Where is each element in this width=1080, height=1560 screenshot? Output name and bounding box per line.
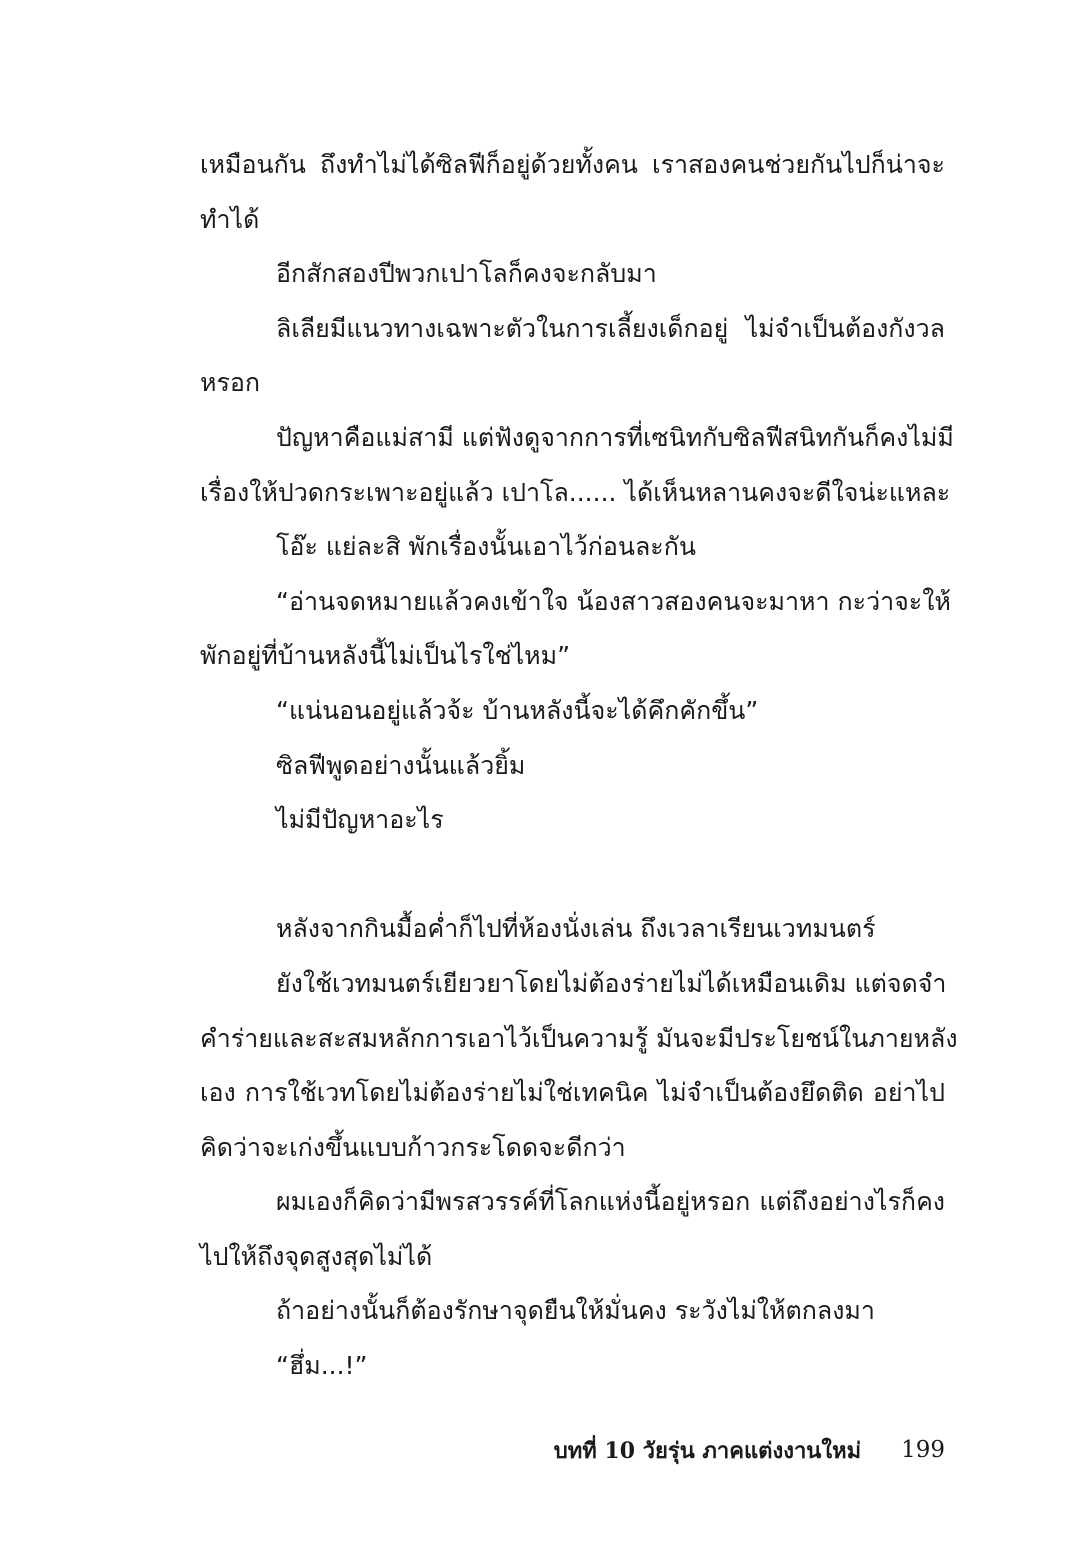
text-line: อีกสักสองปีพวกเปาโลก็คงจะกลับมา [276,259,657,289]
text-line: ถ้าอย่างนั้นก็ต้องรักษาจุดยืนให้มั่นคง ระวังไม่ให้ตกลงมา [276,1296,875,1326]
page-number: 199 [901,1437,945,1463]
text-line: ซิลฟีพูดอย่างนั้นแล้วยิ้ม [276,750,526,780]
text-line: หรอก [200,368,261,398]
text-line: เอง การใช้เวทโดยไม่ต้องร่ายไม่ใช่เทคนิค ไม่จำเป็นต้องยึดติด อย่าไป [200,1078,945,1108]
text-line: ทำได้ [200,204,260,234]
text-line: ยังใช้เวทมนตร์เยียวยาโดยไม่ต้องร่ายไม่ได้เหมือนเดิม แต่จดจำ [276,968,947,998]
text-line: ปัญหาคือแม่สามี แต่ฟังดูจากการที่เซนิทกับซิลฟีสนิทกันก็คงไม่มี [276,422,954,452]
text-line: “แน่นอนอยู่แล้วจ้ะ บ้านหลังนี้จะได้คึกคักขึ้น” [276,695,759,725]
text-line: คิดว่าจะเก่งขึ้นแบบก้าวกระโดดจะดีกว่า [200,1132,626,1162]
text-line: ลิเลียมีแนวทางเฉพาะตัวในการเลี้ยงเด็กอยู่ ไม่จำเป็นต้องกังวล [276,313,945,343]
text-line: โอ๊ะ แย่ละสิ พักเรื่องนั้นเอาไว้ก่อนละกัน [276,532,696,562]
text-line: “อ่านจดหมายแล้วคงเข้าใจ น้องสาวสองคนจะมาหา กะว่าจะให้ [276,586,951,616]
text-line: พักอยู่ที่บ้านหลังนี้ไม่เป็นไรใช่ไหม” [200,641,571,671]
page-body-text [200,138,958,1394]
text-line: หลังจากกินมื้อค่ำก็ไปที่ห้องนั่งเล่น ถึงเวลาเรียนเวทมนตร์ [276,914,876,944]
text-line: ไปให้ถึงจุดสูงสุดไม่ได้ [200,1241,433,1271]
text-line: เรื่องให้ปวดกระเพาะอยู่แล้ว เปาโล...... ได้เห็นหลานคงจะดีใจน่ะแหละ [200,477,951,507]
text-line: “ฮึ่ม...!” [276,1351,368,1381]
text-line: ไม่มีปัญหาอะไร [276,805,444,835]
text-line: เหมือนกัน ถึงทำไม่ได้ซิลฟีก็อยู่ด้วยทั้งคน เราสองคนช่วยกันไปก็น่าจะ [200,150,945,179]
page-footer [200,1430,945,1470]
text-line: ผมเองก็คิดว่ามีพรสวรรค์ที่โลกแห่งนี้อยู่หรอก แต่ถึงอย่างไรก็คง [276,1187,945,1217]
chapter-title: บทที่ 10 วัยรุ่น ภาคแต่งงานใหม่ [553,1437,862,1464]
text-line: คำร่ายและสะสมหลักการเอาไว้เป็นความรู้ มันจะมีประโยชน์ในภายหลัง [200,1023,958,1053]
section-break [200,848,945,903]
